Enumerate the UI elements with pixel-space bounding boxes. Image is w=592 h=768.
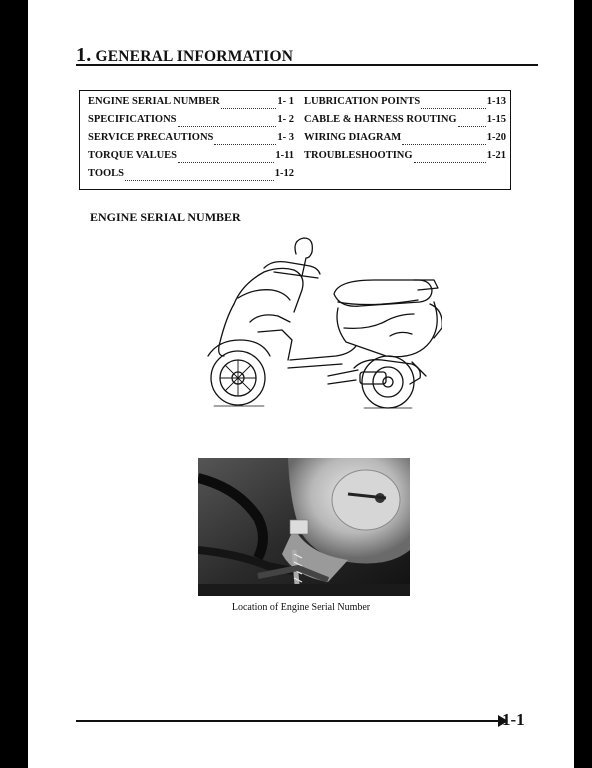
engine-serial-number-photo: [198, 458, 410, 596]
toc-entry-page: 1- 2: [277, 114, 294, 125]
toc-leader-dots: [402, 144, 486, 145]
figure-caption: Location of Engine Serial Number: [231, 602, 371, 613]
toc-entry-page: 1-15: [486, 114, 506, 125]
toc-leader-dots: [178, 162, 274, 163]
title-rule: [76, 64, 538, 66]
toc-entry-page: 1-12: [274, 168, 294, 179]
toc-leader-dots: [221, 108, 277, 109]
toc-leader-dots: [178, 126, 277, 127]
toc-entry-label: LUBRICATION POINTS: [304, 96, 421, 107]
chapter-number: 1.: [76, 44, 92, 66]
toc-column-right: [304, 96, 506, 168]
toc-entry[interactable]: [88, 150, 294, 168]
toc-leader-dots: [125, 180, 274, 181]
toc-entry-page: 1- 1: [277, 96, 294, 107]
toc-entry[interactable]: [304, 96, 506, 114]
toc-entry-page: 1-13: [486, 96, 506, 107]
toc-entry[interactable]: [88, 132, 294, 150]
chapter-title-text: GENERAL INFORMATION: [95, 48, 294, 65]
toc-entry[interactable]: [304, 114, 506, 132]
toc-entry-label: WIRING DIAGRAM: [304, 132, 402, 143]
toc-entry-page: 1-20: [486, 132, 506, 143]
toc-leader-dots: [458, 126, 486, 127]
toc-column-left: [88, 96, 294, 186]
toc-entry[interactable]: [88, 168, 294, 186]
toc-leader-dots: [214, 144, 276, 145]
toc-entry[interactable]: [88, 96, 294, 114]
toc-leader-dots: [414, 162, 486, 163]
footer-rule: [76, 720, 502, 722]
toc-entry-label: CABLE & HARNESS ROUTING: [304, 114, 457, 125]
toc-entry[interactable]: [304, 132, 506, 150]
toc-entry-label: TROUBLESHOOTING: [304, 150, 413, 161]
scooter-illustration: [178, 232, 442, 422]
section-heading: ENGINE SERIAL NUMBER: [90, 210, 241, 224]
toc-entry-label: TOOLS: [88, 168, 124, 179]
toc-entry-label: SERVICE PRECAUTIONS: [88, 132, 214, 143]
toc-entry-label: ENGINE SERIAL NUMBER: [88, 96, 220, 107]
toc-entry-page: 1-21: [486, 150, 506, 161]
toc-entry-page: 1-11: [275, 150, 294, 161]
toc-entry-label: TORQUE VALUES: [88, 150, 177, 161]
toc-entry[interactable]: [88, 114, 294, 132]
table-of-contents: [79, 90, 511, 190]
manual-page: [28, 0, 574, 768]
toc-entry-label: SPECIFICATIONS: [88, 114, 177, 125]
toc-leader-dots: [421, 108, 486, 109]
page-number: 1-1: [502, 710, 525, 729]
toc-entry-page: 1- 3: [277, 132, 294, 143]
toc-entry[interactable]: [304, 150, 506, 168]
